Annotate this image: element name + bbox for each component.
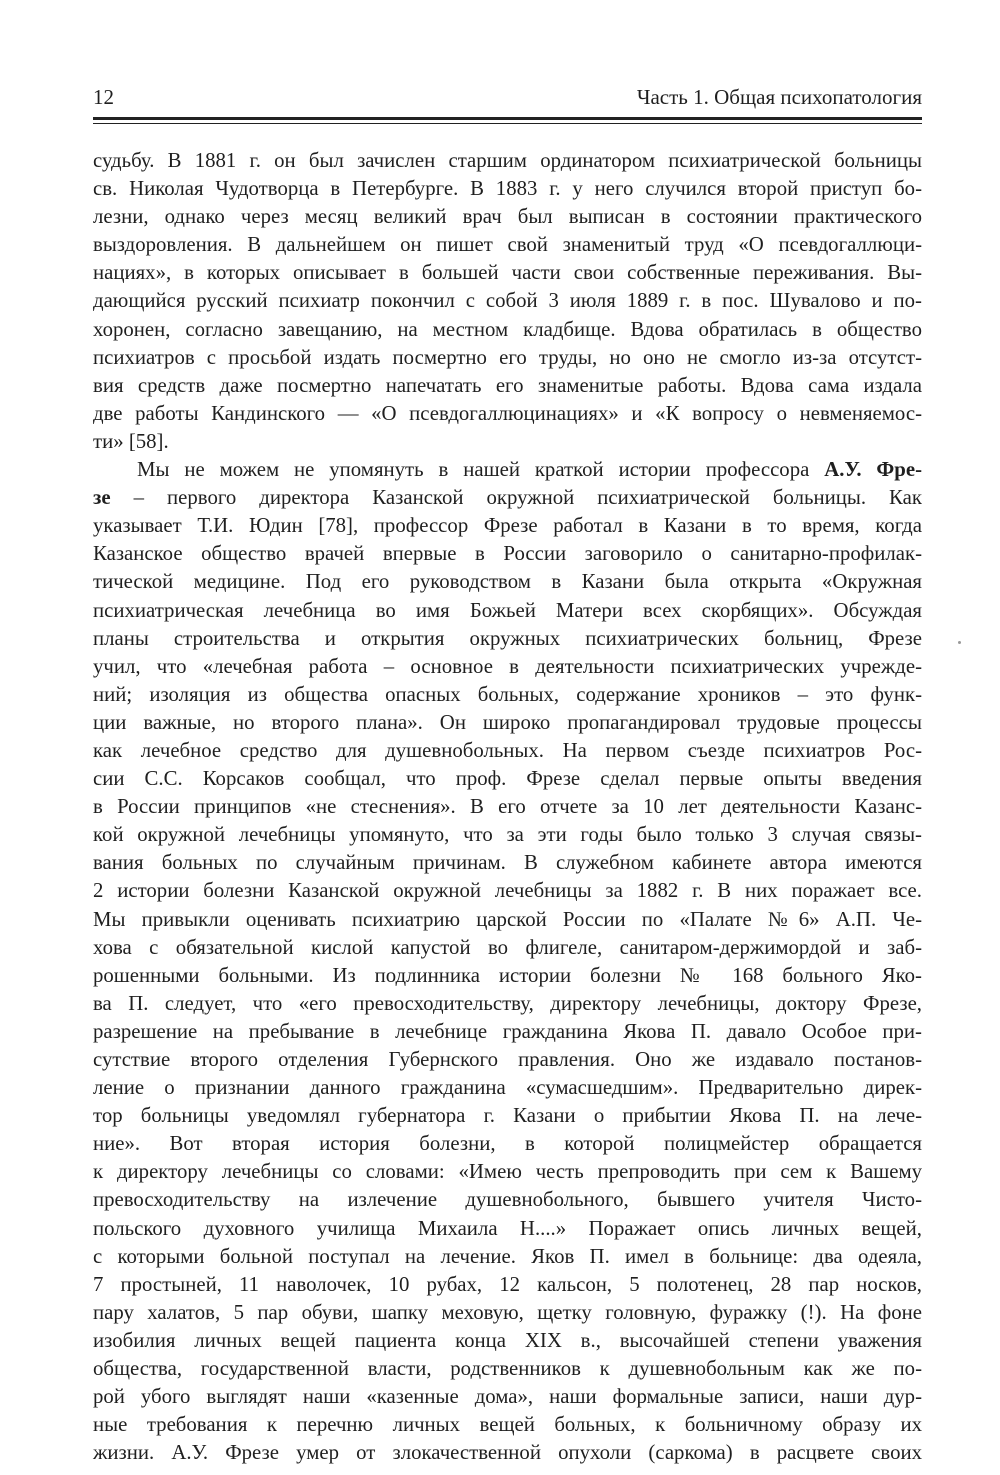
paragraph-kandinsky [93,147,922,456]
text-line: вия средств даже посмертно напечатать его знаменитые работы. Вдова сама издала [93,373,922,397]
text-line: превосходительству на излечение душевнобольного, бывшего учителя Чисто- [93,1188,922,1212]
line-text: Мы не можем не упомянуть в нашей краткой истории профессора [137,458,825,482]
text-line: две работы Кандинского — «О псевдогаллюцинациях» и «К вопросу о невменяемос- [93,401,922,425]
text-line: учил, что «лечебная работа – основное в деятельности психиатрических учрежде- [93,654,922,678]
line-text: – первого директора Казанской окружной психиатрической больницы. Как [110,486,922,510]
text-line: дающийся русский психиатр покончил с собой 3 июля 1889 г. в пос. Шувалово и по- [93,289,922,313]
text-line: ний; изоляция из общества опасных больных, содержание хроников – это функ- [93,682,922,706]
text-line: кой окружной лечебницы упомянуто, что за эти годы было только 3 случая связы- [93,823,922,847]
bold-name-part2: зе [93,486,111,510]
text-line: нациях», в которых описывает в большей части свои собственные переживания. Вы- [93,261,922,285]
text-line: как лечебное средство для душевнобольных. На первом съезде психиатров Рос- [93,738,922,762]
text-line: вания больных по случайным причинам. В служебном кабинете автора имеются [93,851,922,875]
text-line: ти» [58]. [93,429,169,453]
text-line: Мы привыкли оценивать психиатрию царской России по «Палате №6» А.П. Че- [93,907,922,931]
part-title: Часть 1. Общая психопатология [636,85,922,109]
text-line: к директору лечебницы со словами: «Имею честь препроводить при сем к Вашему [93,1160,922,1184]
text-line: психиатров с просьбой издать посмертно его труды, но оно не смогло из-за отсутст- [93,345,922,369]
text-line: общества, государственной власти, родственников к душевнобольным как же по- [93,1357,922,1381]
text-line: ние». Вот вторая история болезни, в которой полицмейстер обращается [93,1132,922,1156]
text-line: в России принципов «не стеснения». В его отчете за 10 лет деятельности Казанс- [93,795,922,819]
text-line: жизни. А.У. Фрезе умер от злокачественной опухоли (саркома) в расцвете своих [93,1441,922,1465]
text-line: хоронен, согласно завещанию, на местном кладбище. Вдова обратилась в общество [93,317,922,341]
header-rule-thin [93,123,922,124]
text-line: сутствие второго отделения Губернского правления. Оно же издавало постанов- [93,1048,922,1071]
text-line: ва П. следует, что «его превосходительству, директору лечебницы, доктору Фрезе, [93,991,922,1015]
text-line: тор больницы уведомлял губернатора г. Казани о прибытии Якова П. на лече- [93,1104,922,1128]
text-line: ление о признании данного гражданина «сумасшедшим». Предварительно дирек- [93,1076,922,1100]
text-line: изобилия личных вещей пациента конца XIX в., высочайшей степени уважения [93,1328,922,1352]
text-line: сии С.С. Корсаков сообщал, что проф. Фрезе сделал первые опыты введения [93,767,922,791]
text-line: ные требования к перечню личных вещей больных, к больничному образу их [93,1413,922,1437]
margin-speck [958,641,961,644]
text-line: выздоровления. В дальнейшем он пишет свой знаменитый труд «О псевдогаллюци- [93,233,922,257]
text-line: указывает Т.И. Юдин [78], профессор Фрезе работал в Казани в то время, когда [93,514,922,538]
text-line: с которыми больной поступал на лечение. Яков П. имел в больнице: два одеяла, [93,1244,922,1268]
text-line: рошенными больными. Из подлинника истории болезни № 168 больного Яко- [93,963,922,987]
text-line: ции важные, но второго плана». Он широко пропагандировал трудовые процессы [93,710,922,734]
paragraph-freze-lines [93,512,922,1467]
running-head [93,84,922,114]
bold-name-part1: А.У. Фре- [824,458,922,482]
text-line: 7 простыней, 11 наволочек, 10 рубах, 12 кальсон, 5 полотенец, 28 пар носков, [93,1272,922,1296]
text-line: разрешение на пребывание в лечебнице гражданина Якова П. давало Особое при- [93,1019,922,1043]
paragraph-freze [93,456,922,1467]
text-line: хова с обязательной кислой капустой во флигеле, санитаром-держимордой и заб- [93,935,922,959]
text-line: польского духовного училища Михаила Н....» Поражает опись личных вещей, [93,1216,922,1240]
page-number: 12 [93,85,114,109]
text-line [93,484,922,512]
body-text [93,147,922,1467]
text-line: рой убого выглядят наши «казенные дома», наши формальные записи, наши дур- [93,1385,922,1409]
text-line: тической медицине. Под его руководством в Казани была открыта «Окружная [93,570,922,594]
text-line: св. Николая Чудотворца в Петербурге. В 1883 г. у него случился второй приступ бо- [93,177,922,201]
text-line: планы строительства и открытия окружных психиатрических больниц, Фрезе [93,626,922,650]
text-line [93,456,922,484]
text-line: лезни, однако через месяц великий врач был выписан в состоянии практического [93,205,922,229]
text-line: 2 истории болезни Казанской окружной лечебницы за 1882 г. В них поражает все. [93,879,922,903]
text-line: пару халатов, 5 пар обуви, шапку меховую, щетку головную, фуражку (!). На фоне [93,1300,922,1324]
text-line: судьбу. В 1881 г. он был зачислен старшим ординатором психиатрической больницы [93,149,922,172]
header-rule-thick [93,117,922,120]
text-line: психиатрическая лечебница во имя Божьей Матери всех скорбящих». Обсуждая [93,598,922,622]
text-line: Казанское общество врачей впервые в России заговорило о санитарно-профилак- [93,542,922,566]
